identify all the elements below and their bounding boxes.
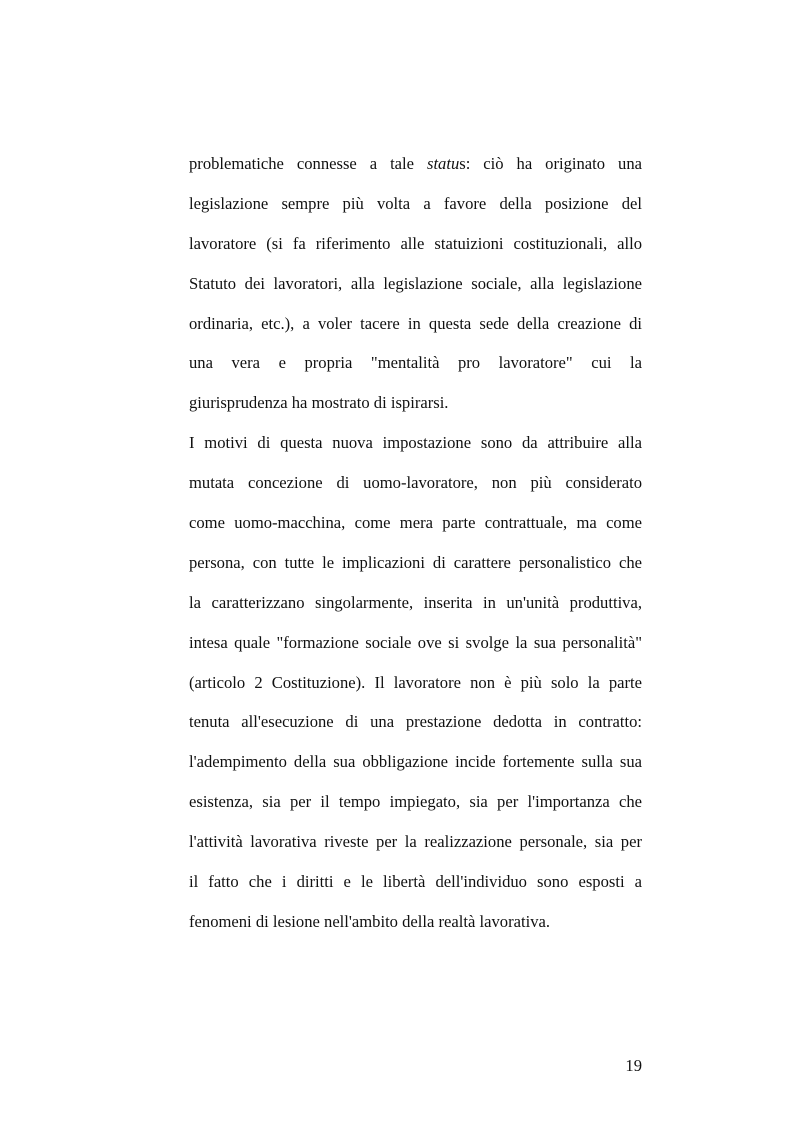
- text-line: esistenza, sia per il tempo impiegato, sia per l'importanza che: [189, 792, 642, 812]
- text-line: l'attività lavorativa riveste per la realizzazione personale, sia per: [189, 832, 642, 852]
- text-line: tenuta all'esecuzione di una prestazione dedotta in contratto:: [189, 712, 642, 732]
- text-line: intesa quale "formazione sociale ove si svolge la sua personalità": [189, 632, 642, 652]
- text-line: legislazione sempre più volta a favore della posizione del: [189, 193, 642, 213]
- text-line: persona, con tutte le implicazioni di carattere personalistico che: [189, 552, 642, 572]
- paragraph-2: [189, 423, 642, 942]
- text-line: il fatto che i diritti e le libertà dell'individuo sono esposti a: [189, 872, 642, 892]
- text-line: [189, 144, 642, 184]
- text-line: mutata concezione di uomo-lavoratore, non più considerato: [189, 473, 642, 493]
- text-line: giurisprudenza ha mostrato di ispirarsi.: [189, 393, 449, 413]
- text-line: una vera e propria "mentalità pro lavoratore" cui la: [189, 353, 642, 373]
- text-line: I motivi di questa nuova impostazione sono da attribuire alla: [189, 433, 642, 453]
- text-line: la caratterizzano singolarmente, inserita in un'unità produttiva,: [189, 592, 642, 612]
- body-text: [189, 144, 642, 942]
- text-line: l'adempimento della sua obbligazione incide fortemente sulla sua: [189, 752, 642, 772]
- text-line: (articolo 2 Costituzione). Il lavoratore non è più solo la parte: [189, 672, 642, 692]
- italic-word: statu: [426, 154, 460, 173]
- text-line: fenomeni di lesione nell'ambito della realtà lavorativa.: [189, 911, 551, 931]
- text-line: come uomo-macchina, come mera parte contrattuale, ma come: [189, 513, 642, 533]
- text-line: ordinaria, etc.), a voler tacere in questa sede della creazione di: [189, 313, 642, 333]
- text-line: Statuto dei lavoratori, alla legislazione sociale, alla legislazione: [189, 273, 642, 293]
- text-line: lavoratore (si fa riferimento alle statuizioni costituzionali, allo: [189, 233, 642, 253]
- paragraph-1: [189, 144, 642, 423]
- page-number: 19: [625, 1056, 642, 1075]
- text-run: s: ciò ha originato una: [459, 154, 642, 173]
- text-run: problematiche connesse a tale: [189, 154, 427, 173]
